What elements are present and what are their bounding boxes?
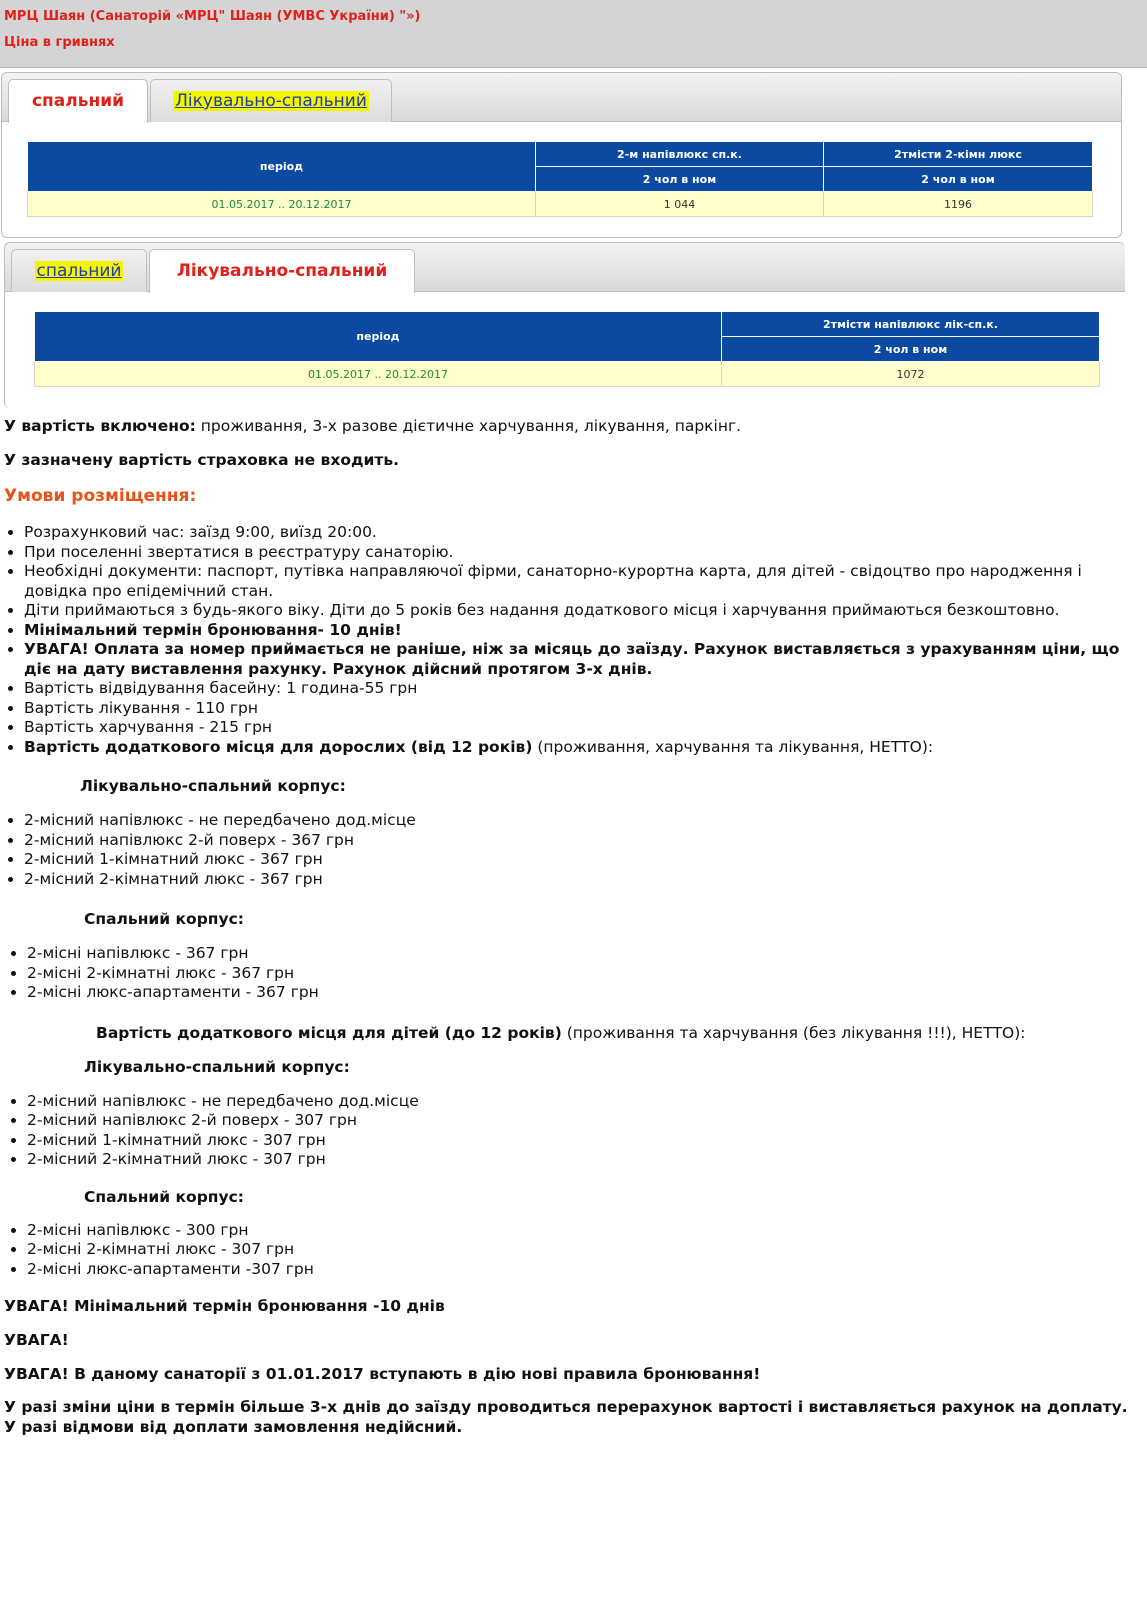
list-item: • 2-місний 2-кімнатний люкс - 307 грн xyxy=(27,1150,1139,1170)
adult-sp-title: Спальний корпус: xyxy=(84,910,244,928)
price-panel-2 xyxy=(4,242,1125,408)
list-item: • Вартість харчування - 215 грн xyxy=(24,718,1139,738)
list-item: • 2-місні 2-кімнатні люкс - 307 грн xyxy=(27,1240,1139,1260)
children-sp-title: Спальний корпус: xyxy=(84,1187,244,1206)
list-item: • 2-місний напівлюкс - не передбачено дод.місце xyxy=(27,1092,1139,1112)
list-item: • 2-місні напівлюкс - 300 грн xyxy=(27,1221,1139,1241)
column-subheader: 2 чол в ном xyxy=(536,167,824,192)
children-heading-label: Вартість додаткового місця для дітей (до 12 років) xyxy=(96,1023,562,1042)
children-lik-title: Лікувально-спальний корпус: xyxy=(84,1057,350,1076)
price-cell: 1 044 xyxy=(536,192,824,217)
column-header: 2тмісти напівлюкс лік-сп.к. xyxy=(722,312,1100,337)
children-heading-note: (проживання та харчування (без лікування !!!), НЕТТО): xyxy=(561,1023,1026,1042)
column-header: 2-м напівлюкс сп.к. xyxy=(536,142,824,167)
min-term-warning: УВАГА! Мінімальний термін бронювання -10 днів xyxy=(4,1297,445,1315)
price-table xyxy=(34,311,1100,387)
adult-lik-list xyxy=(4,811,1139,889)
tab-spalnyi[interactable] xyxy=(11,249,147,292)
tab-spalnyi[interactable] xyxy=(8,79,148,123)
tab-likuvalno-spalnyi[interactable] xyxy=(150,79,392,122)
list-item xyxy=(24,738,1139,758)
list-item: • УВАГА! Оплата за номер приймається не раніше, ніж за місяць до заїзду. Рахунок виставляється з урахуванням ціни, що діє на дату виставлення рахунку. Рахунок дійсний протягом 3-х днів. xyxy=(24,640,1139,679)
insurance-note: У зазначену вартість страховка не входить. xyxy=(4,451,400,469)
included-text: проживання, 3-х разове дієтичне харчування, лікування, паркінг. xyxy=(195,417,742,435)
adult-extra-bed-label: Вартість додаткового місця для дорослих (від 12 років) xyxy=(24,737,533,756)
list-item: • 2-місний 1-кімнатний люкс - 307 грн xyxy=(27,1131,1139,1151)
list-item: • 2-місний напівлюкс - не передбачено дод.місце xyxy=(24,811,1139,831)
page-header xyxy=(0,0,1147,68)
column-subheader: 2 чол в ном xyxy=(824,167,1093,192)
tab-label: Лікувально-спальний xyxy=(176,261,388,281)
children-sp-list xyxy=(4,1221,1139,1280)
recalculation-note: У разі зміни ціни в термін більше 3-х днів до заїзду проводиться перерахунок вартості і виставляється рахунок на доплату. У разі відмови від доплати замовлення недійсний. xyxy=(4,1398,1128,1436)
list-item: • При поселенні звертатися в реєстратуру санаторію. xyxy=(24,543,1139,563)
warning: УВАГА! xyxy=(4,1331,69,1349)
period-header: період xyxy=(35,312,722,362)
list-item: • 2-місні 2-кімнатні люкс - 367 грн xyxy=(27,964,1139,984)
price-panel-1 xyxy=(1,72,1122,238)
price-table xyxy=(27,141,1093,217)
adult-lik-title: Лікувально-спальний корпус: xyxy=(80,777,346,795)
currency-note: Ціна в гривнях xyxy=(4,35,115,50)
conditions-list xyxy=(4,523,1139,757)
column-subheader: 2 чол в ном xyxy=(722,337,1100,362)
children-heading xyxy=(96,1022,1139,1044)
period-cell: 01.05.2017 .. 20.12.2017 xyxy=(28,192,536,217)
children-lik-list xyxy=(4,1092,1139,1170)
list-item: • 2-місний 1-кімнатний люкс - 367 грн xyxy=(24,850,1139,870)
list-item: • Мінімальний термін бронювання- 10 днів! xyxy=(24,621,1139,641)
list-item: • Розрахунковий час: заїзд 9:00, виїзд 20:00. xyxy=(24,523,1139,543)
list-item: • 2-місні люкс-апартаменти -307 грн xyxy=(27,1260,1139,1280)
tab-label: спальний xyxy=(36,261,122,281)
period-header: період xyxy=(28,142,536,192)
included-label: У вартість включено: xyxy=(4,417,196,435)
info-content xyxy=(4,412,1139,1437)
column-header: 2тмісти 2-кімн люкс xyxy=(824,142,1093,167)
tab-likuvalno-spalnyi[interactable] xyxy=(149,249,415,293)
table-row xyxy=(28,192,1093,217)
sanatorium-title: МРЦ Шаян (Санаторій «МРЦ" Шаян (УМВС України) "») xyxy=(4,9,421,24)
list-item: • Діти приймаються з будь-якого віку. Діти до 5 років без надання додаткового місця і харчування приймаються безкоштовно. xyxy=(24,601,1139,621)
list-item: • Необхідні документи: паспорт, путівка направляючої фірми, санаторно-курортна карта, для дітей - свідоцтво про народження і довідка про епідемічний стан. xyxy=(24,562,1139,601)
tab-label: Лікувально-спальний xyxy=(175,91,367,111)
price-cell: 1072 xyxy=(722,362,1100,387)
list-item: • 2-місний напівлюкс 2-й поверх - 367 грн xyxy=(24,831,1139,851)
list-item: • Вартість лікування - 110 грн xyxy=(24,699,1139,719)
tab-label: спальний xyxy=(31,91,125,111)
price-cell: 1196 xyxy=(824,192,1093,217)
list-item: • 2-місні напівлюкс - 367 грн xyxy=(27,944,1139,964)
list-item: • 2-місні люкс-апартаменти - 367 грн xyxy=(27,983,1139,1003)
included-line xyxy=(4,415,1139,437)
adult-sp-list xyxy=(4,944,1139,1003)
list-item: • 2-місний напівлюкс 2-й поверх - 307 грн xyxy=(27,1111,1139,1131)
adult-extra-bed-note: (проживання, харчування та лікування, НЕТТО): xyxy=(532,737,934,756)
booking-rules-warning: УВАГА! В даному санаторії з 01.01.2017 вступають в дію нові правила бронювання! xyxy=(4,1365,761,1383)
list-item: • Вартість відвідування басейну: 1 година-55 грн xyxy=(24,679,1139,699)
list-item: • 2-місний 2-кімнатний люкс - 367 грн xyxy=(24,870,1139,890)
period-cell: 01.05.2017 .. 20.12.2017 xyxy=(35,362,722,387)
table-row xyxy=(35,362,1100,387)
conditions-title: Умови розміщення: xyxy=(4,486,197,506)
